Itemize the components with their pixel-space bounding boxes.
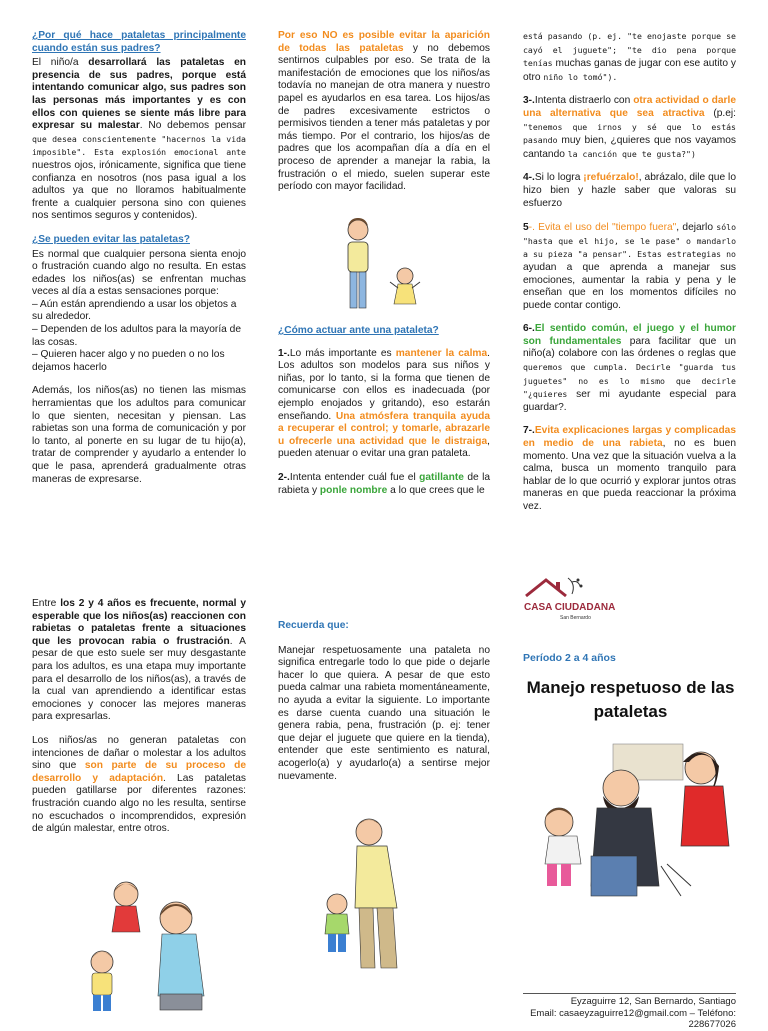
- mother-child-illustration: [330, 212, 430, 318]
- bullet-depend-adults: – Dependen de los adultos para la mayoría de las cosas.: [32, 324, 241, 348]
- paragraph-remember: Manejar respetuosamente una pataleta no significa entregarle todo lo que pide o dejarle hacer lo que quiera. A pesar de que esto pueda calmar una rabieta momentáneamente, no ayuda a evitar la siguiente. Lo importante es darse cuenta cuando una situación le genera rabia, pena, frustración (p. ej: tener que dejar el juguete que quiere en la tienda), entender que este sentimiento es natural, acogerlo(a) y ayudarlo(a) a sentirse mejor nuevamente.: [278, 644, 490, 782]
- step-2-cont: está pasando (p. ej. "te enojaste porque se cayó el juguete"; "te dio pena porque tenías muchas ganas de jugar con ese autito y otro niño lo tomó").: [523, 31, 736, 83]
- column-why-tantrums: [32, 30, 246, 497]
- step-1: 1-.Lo más importante es mantener la calma. Los adultos son modelos para sus niños y niñas, por lo tanto, si la forma que tienen de comunicarse con ellos es inadecuada (por ejemplo enojados y gritando), eso estarán enseñando. Una atmósfera tranquila ayuda a recuperar el control; y tomarle, abrazarle u ofrecerle una actividad que le distraiga, pueden atenuar o evitar una gran pataleta.: [278, 347, 491, 460]
- bullet-objects: – Aún están aprendiendo a usar los objetos a su alrededor.: [32, 298, 237, 323]
- paragraph-normal-anger: Es normal que cualquier persona sienta enojo o frustración cuando algo no resulta. En estas edades los niños(as) se enfrentan muchas veces al día a estas sensaciones porque:: [32, 248, 246, 298]
- column-how-act: [278, 30, 490, 205]
- heading-why-parents: ¿Por qué hace pataletas principalmente cuando están sus padres?: [32, 30, 246, 54]
- step-4: 4-.Si lo logra ¡refuérzalo!, abrázalo, dile que lo hizo bien y hazle saber que valoras su esfuerzo: [523, 172, 736, 209]
- logo-text: CASA CIUDADANA: [524, 602, 616, 613]
- step-7: 7-.Evita explicaciones largas y complicadas en medio de una rabieta, no es buen momento. Una vez que la situación vuelva a la calma, busca un momento tranquilo para hablar de lo que ocurrió y explorar juntos otras maneras en que pueda reaccionar la próxima vez.: [523, 425, 737, 512]
- step-6: 6-.El sentido común, el juego y el humor son fundamentales para facilitar que un niño(a) colabore con las órdenes o reglas que queremos que cumpla. Decirle "guarda tus juguetes" no es lo mismo que decirle "¿quieres ser mi ayudante especial para guardar?.: [523, 323, 736, 413]
- column-remember: [278, 620, 490, 794]
- step-5: 5-. Evita el uso del "tiempo fuera", dejarlo sólo "hasta que el hijo, se le pase" o mandarlo a su pieza "a pensar". Estas estrategias no ayudan a que aprenda a manejar sus emociones, aumentar la rabia y pena y le enseñan que en los momentos difíciles no puede contar contigo.: [523, 222, 736, 311]
- logo-subtext: San Bernardo: [560, 615, 591, 621]
- column-steps-cont: [523, 30, 736, 525]
- step-3: 3-.Intenta distraerlo con otra actividad o darle una alternativa que sea atractiva (p.ej: "tenemos que irnos y sé que lo estás pasando muy bien, ¿quieres que nos vayamos cantando la canción que te gusta?"): [523, 95, 736, 160]
- address-text: Eyzaguirre 12, San Bernardo, Santiago: [570, 996, 736, 1007]
- bullet-want-do: – Quieren hacer algo y no pueden o no los dejamos hacerlo: [32, 349, 225, 373]
- paragraph-2-4-years: Entre los 2 y 4 años es frecuente, normal y esperable que los niños(as) reaccionen con rabietas o pataletas frente a situaciones que les provocan rabia o frustración. A pesar de que esto suele ser muy desgastante para los adultos, es una etapa muy importante para el desarrollo de los niños(as), a través de la cual van aprendiendo a identificar estas emociones y conocer las mejores maneras para expresarlas.: [32, 598, 246, 723]
- column-how-act-steps: [278, 325, 490, 508]
- paragraph-why-parents: El niño/a desarrollará las pataletas en presencia de sus padres, porque está intentando comunicar algo, sus padres son las personas más importantes y es con ellos con quienes se siente más libre para expresar su malestar. No debemos pensar que desea conscientemente "hacernos la vida imposible". Esta explosión emocional ante nuestros ojos, irónicamente, significa que tiene confianza en nosotros (nos pasa igual a los adultos ya que no lloramos habitualmente frente a cualquier persona sino con quienes nos sentimos seguros y contenidos).: [32, 57, 246, 222]
- brochure-title: Manejo respetuoso de las pataletas: [526, 678, 735, 721]
- paragraph-tools: Además, los niños(as) no tienen las mismas herramientas que los adultos para comunicar lo que sienten, necesitan y piensan. Las rabietas son una forma de comunicación y por lo tanto, al ponerte en su lugar de tu hijo(a), tratar de comprender y ayudarlo a entender lo que le pasa, aprenderá gradualmente otras maneras de expresarse.: [32, 385, 246, 485]
- contact-footer: [523, 996, 736, 1031]
- period-label: Período 2 a 4 años: [523, 652, 616, 664]
- tantrum-cover-illustration: [521, 736, 735, 904]
- casa-ciudadana-logo: [520, 574, 616, 622]
- email-phone-text: Email: casaeyzaguirre12@gmail.com – Teléfono:: [530, 1007, 736, 1019]
- step-2: 2-.Intenta entender cuál fue el gatillante de la rabieta y ponle nombre a lo que crees que le: [278, 471, 490, 496]
- paragraph-not-intention: Los niños/as no generan pataletas con intenciones de dañar o molestar a los adultos sino que son parte de su proceso de desarrollo y adaptación. Las pataletas pueden gatillarse por diferentes razones: frustración cuando algo no les resulta, sentirse no escuchados o incomprendidos, expresión de algún malestar, entre otros.: [32, 734, 246, 835]
- column-intro: [32, 598, 246, 847]
- heading-how-act: ¿Cómo actuar ante una pataleta?: [278, 325, 439, 336]
- footer-divider: [523, 993, 736, 994]
- heading-can-avoid: ¿Se pueden evitar las pataletas?: [32, 233, 190, 245]
- paragraph-not-possible: Por eso NO es posible evitar la aparición de todas las pataletas y no debemos sentirnos culpables por eso. Se trata de la manifestación de emociones que los niños/as todavía no manejan de otra manera y nuestro papel es ayudarlos en esa tarea. Los hijos/as de padres excesivamente estrictos o permisivos tienden a tener más pataletas y por más tiempo. Por el contrario, los hijos/as de padres que los acompañan día a día en el proceso de aprender a manejar la rabia, la frustración o el miedo, suelen superar este período con mayor facilidad.: [278, 30, 490, 193]
- phone-number-text: 228677026: [688, 1019, 736, 1030]
- heading-remember: Recuerda que:: [278, 620, 349, 631]
- father-children-illustration: [78, 876, 218, 1016]
- father-child-illustration: [315, 812, 455, 974]
